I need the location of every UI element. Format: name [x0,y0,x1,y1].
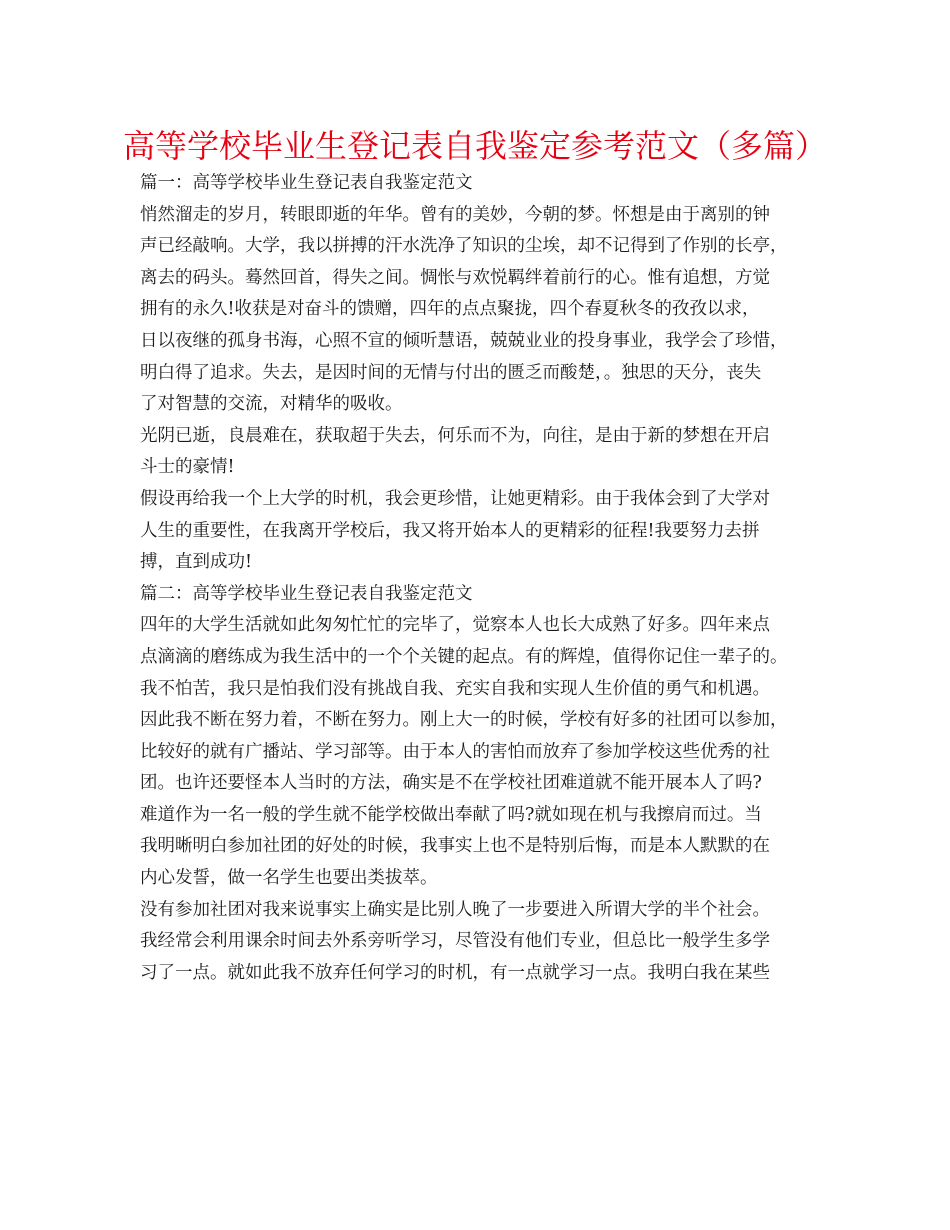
text-line: 难道作为一名一般的学生就不能学校做出奉献了吗?就如现在机与我擦肩而过。当 [140,804,762,825]
text-line: 内心发誓，做一名学生也要出类拔萃。 [140,868,438,889]
text-line: 我明晰明白参加社团的好处的时候，我事实上也不是特别后悔，而是本人默默的在 [140,836,770,857]
text-line: 因此我不断在努力着，不断在努力。刚上大一的时候，学校有好多的社团可以参加， [140,710,788,731]
text-line: 斗士的豪情! [140,457,235,478]
text-line: 声已经敲响。大学，我以拼搏的汗水洗净了知识的尘埃，却不记得到了作别的长亭， [140,236,788,257]
text-line: 假设再给我一个上大学的时机，我会更珍惜，让她更精彩。由于我体会到了大学对 [140,488,770,509]
text-line: 悄然溜走的岁月，转眼即逝的年华。曾有的美妙，今朝的梦。怀想是由于离别的钟 [140,204,770,225]
text-line: 我不怕苦，我只是怕我们没有挑战自我、充实自我和实现人生价值的勇气和机遇。 [140,678,770,699]
text-line: 习了一点。就如此我不放弃任何学习的时机，有一点就学习一点。我明白我在某些 [140,962,770,983]
text-line: 光阴已逝，良晨难在，获取超于失去，何乐而不为，向往，是由于新的梦想在开启 [140,425,770,446]
text-line: 比较好的就有广播站、学习部等。由于本人的害怕而放弃了参加学校这些优秀的社 [140,741,770,762]
text-line: 团。也许还要怪本人当时的方法，确实是不在学校社团难道就不能开展本人了吗? [140,773,762,794]
text-line: 人生的重要性，在我离开学校后，我又将开始本人的更精彩的征程!我要努力去拼 [140,520,760,541]
text-line: 日以夜继的孤身书海，心照不宣的倾听慧语，兢兢业业的投身事业，我学会了珍惜， [140,330,788,351]
document-title: 高等学校毕业生登记表自我鉴定参考范文（多篇） [122,127,827,165]
text-line: 拥有的永久!收获是对奋斗的馈赠，四年的点点聚拢，四个春夏秋冬的孜孜以求， [140,299,760,320]
text-line: 篇一：高等学校毕业生登记表自我鉴定范文 [140,173,473,193]
text-line: 篇二：高等学校毕业生登记表自我鉴定范文 [140,583,473,604]
text-line: 明白得了追求。失去，是因时间的无情与付出的匮乏而酸楚，。独思的天分，丧失 [140,362,762,383]
text-line: 了对智慧的交流，对精华的吸收。 [140,394,403,415]
text-line: 我经常会利用课余时间去外系旁听学习，尽管没有他们专业，但总比一般学生多学 [140,931,770,952]
text-line: 点滴滴的磨练成为我生活中的一个个关键的起点。有的辉煌，值得你记住一辈子的。 [140,646,788,667]
text-line: 没有参加社团对我来说事实上确实是比别人晚了一步要进入所谓大学的半个社会。 [140,899,770,920]
text-line: 搏，直到成功! [140,552,253,573]
document-body [140,168,820,989]
text-line: 离去的码头。蓦然回首，得失之间。惆怅与欢悦羁绊着前行的心。惟有追想，方觉 [140,267,770,288]
text-line: 四年的大学生活就如此匆匆忙忙的完毕了，觉察本人也长大成熟了好多。四年来点 [140,615,770,636]
